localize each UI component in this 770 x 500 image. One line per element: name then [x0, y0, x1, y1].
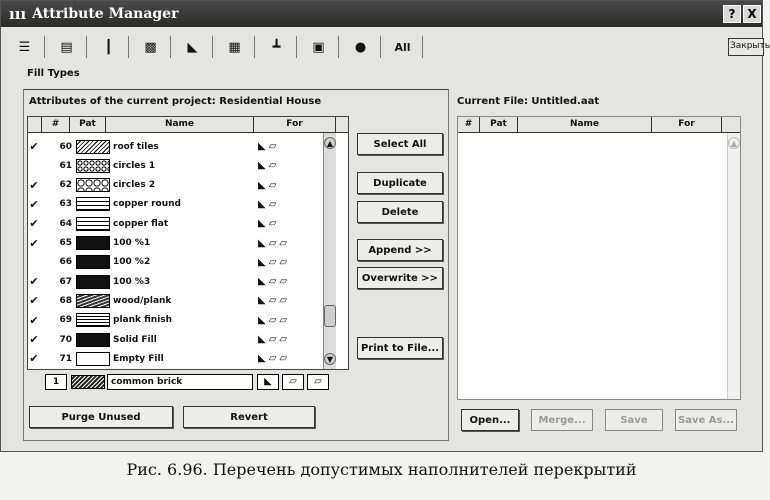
edit-index-field[interactable]: 1 — [45, 374, 67, 390]
col-for[interactable]: For — [254, 117, 336, 132]
print-to-file-button[interactable]: Print to File... — [357, 337, 443, 359]
fill-number: 61 — [59, 160, 72, 171]
wall-icon: ◣ — [258, 276, 266, 288]
slab-icon: ▱ — [268, 237, 277, 249]
fill-number: 67 — [59, 276, 72, 287]
list-item[interactable] — [28, 195, 336, 214]
for-icons — [258, 257, 287, 268]
slab-icon: ▱ — [268, 179, 277, 191]
check-icon[interactable]: ✔ — [29, 352, 39, 366]
pattern-swatch — [76, 178, 110, 192]
fill-number: 63 — [59, 199, 72, 210]
purge-unused-button[interactable]: Purge Unused — [29, 406, 173, 428]
list-item[interactable] — [28, 176, 336, 195]
pattern-swatch — [76, 140, 110, 154]
wall-icon: ◣ — [258, 160, 266, 172]
col-pattern[interactable]: Pat — [70, 117, 106, 132]
pattern-swatch — [76, 333, 110, 347]
wall-icon: ◣ — [258, 256, 266, 268]
for-slab-icon[interactable]: ▱ — [282, 374, 304, 390]
check-icon[interactable]: ✔ — [29, 197, 39, 211]
fill-name: copper flat — [113, 218, 169, 229]
scroll-down-icon[interactable]: ▼ — [324, 353, 336, 365]
close-button[interactable]: Закрыть — [728, 38, 764, 56]
delete-button[interactable]: Delete — [357, 201, 443, 223]
for-icons — [258, 160, 276, 171]
fill-name: 100 %2 — [113, 257, 151, 268]
roof-icon: ▱ — [279, 237, 288, 249]
save-button[interactable]: Save — [605, 409, 663, 431]
project-attributes-title: Attributes of the current project: Residential House — [29, 96, 322, 107]
for-icons — [258, 353, 287, 364]
fill-number: 60 — [59, 141, 72, 152]
fill-number: 70 — [59, 334, 72, 345]
file-col-number[interactable]: # — [458, 117, 480, 132]
fill-name: Empty Fill — [113, 353, 164, 364]
wall-icon: ◣ — [258, 141, 266, 152]
fill-name: roof tiles — [113, 141, 159, 152]
fill-name: Solid Fill — [113, 334, 157, 345]
append-button[interactable]: Append >> — [357, 239, 443, 261]
figure-caption: Рис. 6.96. Перечень допустимых наполнителей перекрытий — [126, 460, 637, 479]
project-list-scrollbar[interactable] — [323, 133, 336, 369]
wall-icon: ◣ — [258, 334, 266, 345]
pattern-swatch — [76, 255, 110, 269]
project-fill-list[interactable] — [27, 116, 349, 370]
list-item[interactable] — [28, 253, 336, 272]
slab-icon: ▱ — [268, 276, 277, 288]
check-icon[interactable]: ✔ — [29, 275, 39, 289]
fill-name: 100 %1 — [113, 238, 151, 248]
fill-number: 66 — [59, 257, 72, 268]
pattern-swatch — [76, 159, 110, 173]
save-as-button[interactable]: Save As... — [675, 409, 737, 431]
list-item[interactable] — [28, 349, 336, 368]
fill-number: 62 — [59, 180, 72, 191]
wall-icon: ◣ — [258, 198, 266, 210]
list-item[interactable] — [28, 311, 336, 330]
wall-icon: ◣ — [258, 179, 266, 191]
file-fill-list[interactable] — [457, 116, 741, 400]
fill-number: 65 — [59, 238, 72, 248]
slab-icon: ▱ — [268, 314, 277, 326]
revert-button[interactable]: Revert — [183, 406, 315, 428]
current-file-title: Current File: Untitled.aat — [457, 96, 600, 107]
wall-icon: ◣ — [258, 295, 266, 307]
file-col-for[interactable]: For — [652, 117, 722, 132]
markup-icon[interactable]: ● — [341, 36, 381, 58]
roof-icon: ▱ — [279, 256, 288, 268]
fill-number: 64 — [59, 218, 72, 229]
pattern-swatch — [76, 236, 110, 250]
line-types-icon[interactable]: ┃ — [89, 36, 129, 58]
fill-name: circles 2 — [113, 180, 156, 191]
merge-button[interactable]: Merge... — [531, 409, 593, 431]
help-button[interactable]: ? — [723, 5, 741, 23]
slab-icon: ▱ — [268, 256, 277, 268]
file-list-header — [458, 117, 740, 133]
slab-icon: ▱ — [268, 218, 277, 230]
file-list-scrollbar[interactable] — [727, 133, 740, 399]
list-item[interactable] — [28, 234, 336, 253]
for-icons — [258, 238, 287, 249]
check-icon[interactable]: ✔ — [29, 236, 39, 250]
check-icon[interactable]: ✔ — [29, 294, 39, 308]
col-number[interactable]: # — [42, 117, 70, 132]
pattern-swatch — [76, 294, 110, 308]
attribute-type-toolbar — [5, 33, 728, 61]
roof-icon: ▱ — [279, 353, 288, 365]
slab-icon: ▱ — [268, 295, 277, 307]
list-item[interactable] — [28, 214, 336, 233]
all-button[interactable]: All — [383, 36, 423, 58]
fill-number: 68 — [59, 295, 72, 306]
file-col-name[interactable]: Name — [518, 117, 652, 132]
fill-number: 69 — [59, 315, 72, 326]
slab-icon: ▱ — [268, 353, 277, 365]
roof-icon: ▱ — [279, 334, 288, 345]
pattern-swatch — [76, 352, 110, 366]
fill-name: copper round — [113, 199, 181, 210]
check-icon[interactable]: ✔ — [29, 313, 39, 327]
project-list-header — [28, 117, 348, 133]
list-item[interactable] — [28, 291, 336, 310]
scroll-up-icon[interactable]: ▲ — [324, 137, 336, 149]
wall-icon: ◣ — [258, 237, 266, 249]
fill-types-label: Fill Types — [27, 68, 80, 79]
for-icons — [258, 141, 276, 152]
select-all-button[interactable]: Select All — [357, 133, 443, 155]
list-item[interactable] — [28, 137, 336, 156]
materials-icon[interactable]: ▦ — [215, 36, 255, 58]
check-icon[interactable]: ✔ — [29, 333, 39, 346]
pattern-swatch — [76, 197, 110, 211]
for-icons — [258, 180, 276, 191]
list-item[interactable] — [28, 330, 336, 349]
open-button[interactable]: Open... — [461, 409, 519, 431]
profiles-icon[interactable]: ┻ — [257, 36, 297, 58]
check-icon[interactable]: ✔ — [29, 140, 39, 153]
app-icon: ııı — [9, 5, 27, 23]
slab-icon: ▱ — [268, 334, 277, 345]
check-icon[interactable]: ✔ — [29, 217, 39, 231]
list-item[interactable] — [28, 272, 336, 291]
for-icons — [258, 295, 287, 306]
edit-row — [45, 373, 335, 391]
file-col-pattern[interactable]: Pat — [480, 117, 518, 132]
for-icons — [258, 218, 276, 229]
pens-icon[interactable]: ▤ — [47, 36, 87, 58]
fill-name: wood/plank — [113, 295, 172, 306]
list-item[interactable] — [28, 156, 336, 175]
fill-types-icon[interactable]: ▩ — [131, 36, 171, 58]
layers-icon[interactable]: ☰ — [5, 36, 45, 58]
zones-icon[interactable]: ▣ — [299, 36, 339, 58]
pattern-swatch — [76, 313, 110, 327]
wall-icon: ◣ — [258, 218, 266, 230]
pattern-swatch — [76, 275, 110, 289]
overwrite-button[interactable]: Overwrite >> — [357, 267, 443, 289]
slab-icon: ▱ — [268, 141, 277, 152]
window-title: Attribute Manager — [32, 6, 179, 22]
scroll-thumb[interactable] — [324, 305, 336, 327]
for-icons — [258, 334, 287, 345]
for-wall-icon[interactable]: ◣ — [257, 374, 279, 390]
check-icon[interactable]: ✔ — [29, 178, 39, 192]
edit-name-field[interactable]: common brick — [107, 374, 253, 390]
col-name[interactable]: Name — [106, 117, 254, 132]
for-roof-icon[interactable]: ▱ — [307, 374, 329, 390]
roof-icon: ▱ — [279, 276, 288, 288]
slab-icon: ▱ — [268, 160, 277, 172]
for-icons — [258, 276, 287, 287]
edit-for-toggles — [257, 374, 329, 390]
wall-icon: ◣ — [258, 314, 266, 326]
fill-name: circles 1 — [113, 160, 156, 171]
slab-icon: ▱ — [268, 198, 277, 210]
edit-pattern-swatch[interactable] — [71, 375, 105, 389]
wall-icon: ◣ — [258, 353, 266, 365]
roof-icon: ▱ — [279, 314, 288, 326]
for-icons — [258, 199, 276, 210]
fill-name: plank finish — [113, 315, 173, 326]
roof-icon: ▱ — [279, 295, 288, 307]
title-bar — [1, 1, 762, 27]
fill-name: 100 %3 — [113, 276, 151, 287]
composites-icon[interactable]: ◣ — [173, 36, 213, 58]
file-scroll-up-icon[interactable]: ▲ — [728, 137, 740, 149]
for-icons — [258, 315, 287, 326]
duplicate-button[interactable]: Duplicate — [357, 172, 443, 194]
window-close-button[interactable]: X — [743, 5, 761, 23]
pattern-swatch — [76, 217, 110, 231]
fill-number: 71 — [59, 353, 72, 364]
